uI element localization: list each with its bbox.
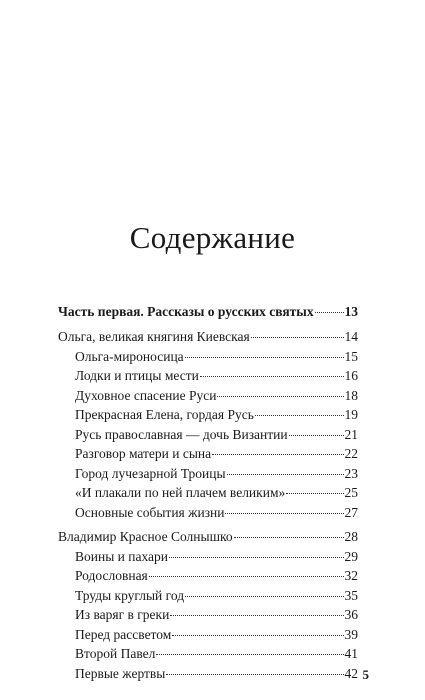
toc-entry-title: Перед рассветом bbox=[75, 626, 172, 642]
toc-entry-section bbox=[58, 605, 358, 625]
toc-entry-section bbox=[58, 644, 358, 664]
dot-leader bbox=[234, 537, 344, 538]
toc-entry-chapter bbox=[58, 327, 358, 347]
toc-entry-title: Часть первая. Рассказы о русских святых bbox=[58, 304, 314, 319]
toc-entry-page: 25 bbox=[344, 485, 358, 500]
toc-entry-page: 23 bbox=[344, 465, 358, 481]
toc-entry-page: 27 bbox=[344, 504, 358, 520]
toc-entry-chapter bbox=[58, 527, 358, 547]
toc-entry-title: Город лучезарной Троицы bbox=[75, 465, 226, 481]
toc-entry-page: 22 bbox=[344, 446, 358, 461]
toc-entry-page: 35 bbox=[344, 587, 358, 603]
toc-entry-section bbox=[58, 425, 358, 445]
dot-leader bbox=[212, 454, 343, 455]
toc-entry-section bbox=[58, 386, 358, 406]
toc-entry-page: 39 bbox=[344, 626, 358, 642]
toc-entry-page: 42 bbox=[344, 665, 358, 681]
dot-leader bbox=[156, 654, 343, 655]
toc-entry-title: «И плакали по ней плачем великим» bbox=[75, 485, 286, 500]
dot-leader bbox=[172, 635, 343, 636]
dot-leader bbox=[251, 337, 344, 338]
toc-entry-page: 13 bbox=[344, 304, 358, 319]
toc-entry-page: 41 bbox=[344, 646, 358, 661]
dot-leader bbox=[170, 615, 343, 616]
dot-leader bbox=[169, 557, 343, 558]
toc-entry-page: 32 bbox=[344, 568, 358, 583]
dot-leader bbox=[315, 312, 344, 313]
toc-entry-section bbox=[58, 566, 358, 586]
toc-entry-title: Первые жертвы bbox=[75, 665, 166, 681]
dot-leader bbox=[149, 576, 344, 577]
toc-entry-page: 28 bbox=[344, 529, 358, 544]
toc-entry-title: Родословная bbox=[75, 568, 148, 583]
toc-entry-page: 21 bbox=[344, 426, 358, 442]
page-title: Содержание bbox=[129, 220, 296, 255]
toc-entry-title: Владимир Красное Солнышко bbox=[58, 529, 233, 544]
toc-entry-title: Русь православная — дочь Византии bbox=[75, 426, 288, 442]
toc-entry-title: Воины и пахари bbox=[75, 548, 169, 564]
toc-entry-part bbox=[58, 302, 358, 327]
toc-entry-section bbox=[58, 444, 358, 464]
toc-entry-section bbox=[58, 586, 358, 606]
toc-entry-title: Духовное спасение Руси bbox=[75, 387, 217, 403]
toc-entry-title: Разговор матери и сына bbox=[75, 446, 212, 461]
toc-entry-title: Второй Павел bbox=[75, 646, 156, 661]
toc-entry-title: Труды круглый год bbox=[75, 587, 185, 603]
toc-entry-page: 29 bbox=[344, 548, 358, 564]
toc-entry-title: Ольга-мироносица bbox=[75, 348, 184, 364]
dot-leader bbox=[185, 596, 343, 597]
toc-entry-section bbox=[58, 347, 358, 367]
toc-entry-title: Лодки и птицы мести bbox=[75, 368, 199, 383]
toc-entry-section bbox=[58, 366, 358, 386]
table-of-contents bbox=[58, 302, 358, 683]
toc-entry-page: 36 bbox=[344, 607, 358, 622]
toc-entry-page: 14 bbox=[344, 329, 358, 344]
toc-entry-section bbox=[58, 483, 358, 503]
dot-leader bbox=[166, 674, 343, 675]
toc-entry-section bbox=[58, 664, 358, 684]
toc-entry-title: Из варяг в греки bbox=[75, 607, 170, 622]
dot-leader bbox=[217, 396, 343, 397]
toc-entry-title: Прекрасная Елена, гордая Русь bbox=[75, 407, 254, 422]
toc-entry-page: 16 bbox=[344, 368, 358, 383]
toc-entry-section bbox=[58, 625, 358, 645]
dot-leader bbox=[225, 513, 343, 514]
dot-leader bbox=[227, 474, 344, 475]
toc-entry-section bbox=[58, 547, 358, 567]
toc-entry-section bbox=[58, 405, 358, 425]
dot-leader bbox=[286, 493, 343, 494]
toc-entry-page: 19 bbox=[344, 407, 358, 422]
page-number: 5 bbox=[362, 667, 369, 682]
toc-entry-title: Ольга, великая княгиня Киевская bbox=[58, 329, 250, 344]
dot-leader bbox=[255, 415, 344, 416]
dot-leader bbox=[289, 435, 344, 436]
toc-entry-section bbox=[58, 503, 358, 523]
toc-entry-title: Основные события жизни bbox=[75, 504, 225, 520]
dot-leader bbox=[200, 376, 344, 377]
dot-leader bbox=[185, 357, 344, 358]
toc-entry-section bbox=[58, 464, 358, 484]
toc-entry-page: 18 bbox=[344, 387, 358, 403]
toc-entry-page: 15 bbox=[344, 348, 358, 364]
